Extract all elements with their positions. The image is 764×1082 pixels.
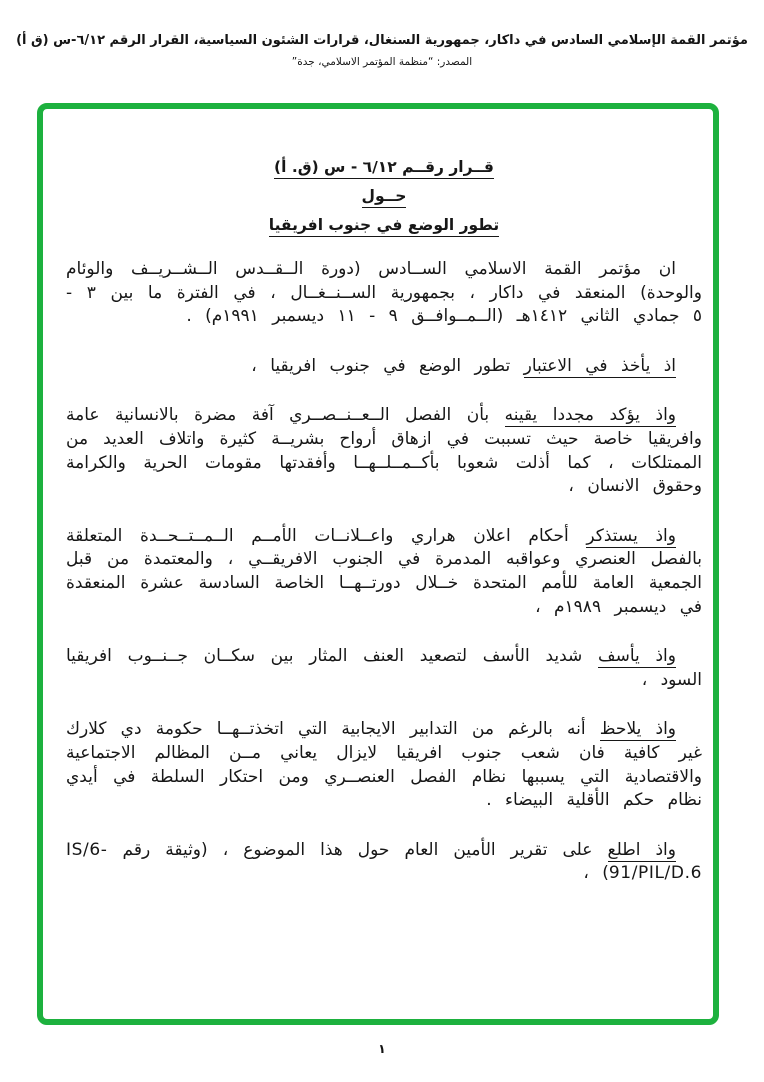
title-about-line [66, 187, 702, 205]
paragraph-lead: واذ يأسف [598, 646, 676, 667]
page-header [0, 33, 764, 68]
paragraph-lead: اذ يأخذ في الاعتبار [523, 355, 676, 376]
title-subject-line [66, 216, 702, 234]
paragraph-lead: واذ اطلع [607, 839, 676, 860]
resolution-number-line [66, 158, 702, 176]
paragraph-text: بأن الفصل الــعــنــصــري آفة مضرة بالانسانية عامة وافريقيا خاصة حيث تسببت في ازهاق أرواح بشريــة كثيرة واتلاف العديد من الممتلكات ، كما أذلت شعوبا بأكــمــلــهــا وأفقدتها مقومات الحرية والكرامة وحقوق الانسان ، [66, 405, 702, 497]
page-number: ١ [378, 1041, 386, 1056]
title-subject-text: تطور الوضع في جنوب افريقيا [269, 216, 499, 237]
paragraph-lead: واذ يلاحظ [599, 719, 677, 740]
paragraph-text: تطور الوضع في جنوب افريقيا ، [251, 355, 524, 376]
paragraph-text: ان مؤتمر القمة الاسلامي الســادس (دورة الــقــدس الــشــريــف والوئام والوحدة) المنعقد في داكار ، بجمهورية الســنــغــال ، في الفترة ما بين ٣ - ٥ جمادي الثاني ١٤١٢هـ (الــمــوافــق ٩ - ١١ ديسمبر ١٩٩١م) . [66, 259, 702, 327]
document-body [66, 158, 702, 912]
document-title-block [66, 158, 702, 234]
paragraph-taking-into-account [66, 355, 702, 379]
paragraph-text: أحكام اعلان هراري واعــلانــات الأمــم الــمــتــحــدة المتعلقة بالفصل العنصري وعواقبه المدمرة في الجنوب الافريقــي ، والمعتمدة من قبل الجمعية العامة للأمم المتحدة خــلال دورتــهــا الخاصة السادسة عشرة المنعقدة في ديسمبر ١٩٨٩م ، [66, 525, 702, 617]
paragraph-lead: واذ يستذكر [586, 525, 676, 546]
paragraph-text: شديد الأسف لتصعيد العنف المثار بين سكــان جــنــوب افريقيا السود ، [66, 646, 702, 690]
document-citation-title: مؤتمر القمة الإسلامي السادس في داكار، جمهورية السنغال، قرارات الشئون السياسية، القرار الرقم ٦/١٢-س (ق أ) [16, 33, 748, 48]
paragraph-noting [66, 718, 702, 812]
title-about-text: حــول [362, 187, 407, 208]
document-source-line: المصدر: “منظمة المؤتمر الاسلامي، جدة” [291, 56, 473, 68]
paragraph-text: أنه بالرغم من التدابير الايجابية التي اتخذتــهــا حكومة دي كلارك غير كافية فان شعب جنوب افريقيا لايزال يعاني مــن المظالم الاجتماعية والاقتصادية التي يسببها نظام الفصل العنصــري ومن احتكار السلطة في أيدي نظام حكم الأقلية البيضاء . [66, 719, 702, 811]
paragraph-having-reviewed [66, 839, 702, 886]
paragraph-text: على تقرير الأمين العام حول هذا الموضوع ، (وثيقة رقم IS/6-91/PIL/D.6) ، [66, 839, 702, 884]
paragraph-lead: واذ يؤكد مجددا يقينه [504, 405, 677, 426]
paragraph-recalling [66, 525, 702, 619]
paragraph-reaffirming [66, 404, 702, 498]
paragraph-preamble [66, 258, 702, 329]
paragraph-regretting [66, 645, 702, 692]
resolution-number-text: قــرار رقــم ٦/١٢ - س (ق. أ) [274, 158, 494, 179]
